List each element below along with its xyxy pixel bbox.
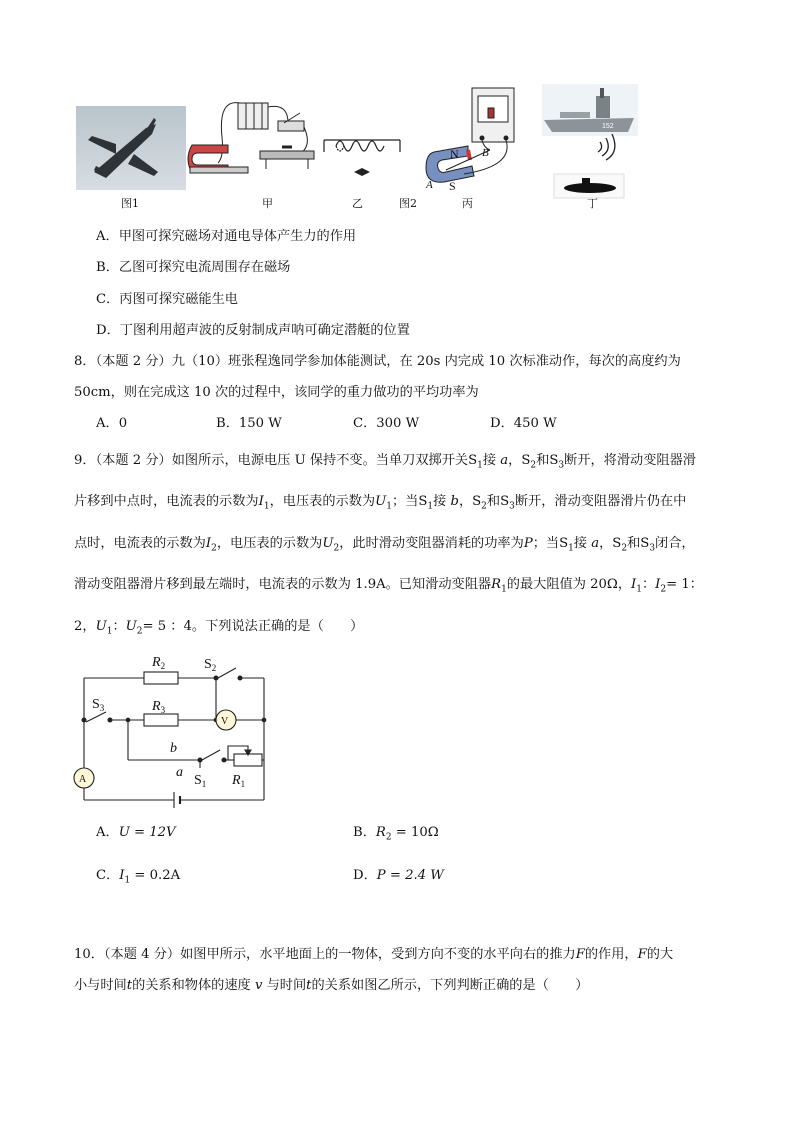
caption-bing: 丙 (462, 197, 473, 210)
caption-jia: 甲 (262, 197, 273, 210)
q9-option-c: C．$I_1 = 0.2A$ (96, 868, 181, 886)
motor-experiment-diagram (188, 97, 323, 187)
sonar-diagram (540, 82, 640, 202)
ammeter-label: A (79, 774, 87, 785)
q9-stem-line4: 滑动变阻器滑片移到最左端时，电流表的示数为 1.9A。已知滑动变阻器$R_1$的最大阻值为 20Ω，$I_1$：$I_2= 1$： (74, 577, 703, 595)
induction-diagram (424, 86, 534, 191)
resistor-r2 (144, 672, 178, 684)
ship-number: 152 (602, 123, 614, 130)
q8-option-a: A．0 (96, 416, 128, 431)
q8-option-b: B．150 W (216, 416, 282, 431)
pole-S-label: S (449, 179, 456, 193)
q8-option-c: C．300 W (353, 416, 420, 431)
voltmeter-label: V (221, 716, 229, 727)
pole-N-label: N (450, 147, 459, 161)
battery-icon (238, 103, 268, 129)
caption-fig2: 图2 (399, 197, 417, 210)
q9-stem-line5: 2，$U_1$：$U_2= 5$ ：4。下列说法正确的是（ ） (74, 619, 364, 637)
q7-option-a: A．甲图可探究磁场对通电导体产生力的作用 (96, 229, 357, 244)
compass-needle-icon (354, 168, 370, 176)
q9-stem-line1: 9．（本题 2 分）如图所示，电源电压 U 保持不变。当单刀双掷开关$S_1$接 a，$S_2$和$S_3$断开，将滑动变阻器滑 (74, 453, 696, 471)
q10-stem-line1: 10．（本题 4 分）如图甲所示，水平地面上的一物体，受到方向不变的水平向右的推力F的作用，F的大 (74, 947, 674, 962)
q9-option-a: A．U = 12V (96, 825, 176, 840)
svg-text:S1: $S_1$ (194, 773, 207, 789)
resistor-r3 (144, 714, 178, 726)
svg-text:R1: $R_1$ (232, 773, 246, 789)
switch-s3 (86, 712, 106, 722)
ship-icon (542, 84, 638, 136)
svg-text:R2: $R_2$ (152, 655, 166, 671)
terminal-a-label: a (176, 765, 183, 780)
q9-option-b: B．$R_2 = 10\Omega$ (353, 825, 439, 843)
svg-text:R3: $R_3$ (152, 699, 166, 715)
switch-s2 (218, 668, 236, 678)
sound-wave-icon (598, 134, 615, 160)
switch-s1 (202, 750, 220, 760)
coil-diagram (322, 132, 402, 182)
q10-stem-line2: 小与时间t的关系和物体的速度 v 与时间t的关系如图乙所示，下列判断正确的是（ ） (74, 978, 589, 993)
caption-fig1: 图1 (121, 197, 139, 210)
terminal-b-label: b (170, 741, 177, 756)
q7-option-c: C．丙图可探究磁能生电 (96, 292, 238, 307)
q9-stem-line3: 点时，电流表的示数为$I_2$，电压表的示数为$U_2$，此时滑动变阻器消耗的功率为P；当$S_1$接 a，$S_2$和$S_3$闭合， (74, 536, 695, 554)
q9-circuit-diagram (76, 650, 276, 810)
caption-yi: 乙 (352, 197, 363, 210)
q8-stem-line2: 50cm，则在完成这 10 次的过程中，该同学的重力做功的平均功率为 (74, 385, 479, 400)
q8-option-d: D．450 W (490, 416, 557, 431)
q9-stem-line2: 片移到中点时，电流表的示数为$I_1$，电压表的示数为$U_1$；当$S_1$接 b，$S_2$和$S_3$断开，滑动变阻器滑片仍在中 (74, 494, 687, 512)
q7-option-d: D．丁图利用超声波的反射制成声呐可确定潜艇的位置 (96, 323, 410, 338)
point-B-label: B (482, 147, 489, 159)
svg-text:S2: $S_2$ (204, 657, 217, 673)
caption-ding: 丁 (587, 197, 598, 210)
q9-option-d: D．P = 2.4 W (353, 868, 444, 883)
q7-option-b: B．乙图可探究电流周围存在磁场 (96, 260, 291, 275)
point-A-label: A (426, 179, 433, 191)
switch-icon (278, 121, 304, 131)
airplane-photo (76, 106, 186, 190)
q8-stem-line1: 8．（本题 2 分）九（10）班张程逸同学参加体能测试，在 20s 内完成 10 次标准动作，每次的高度约为 (74, 354, 681, 369)
svg-text:S3: $S_3$ (92, 697, 105, 713)
